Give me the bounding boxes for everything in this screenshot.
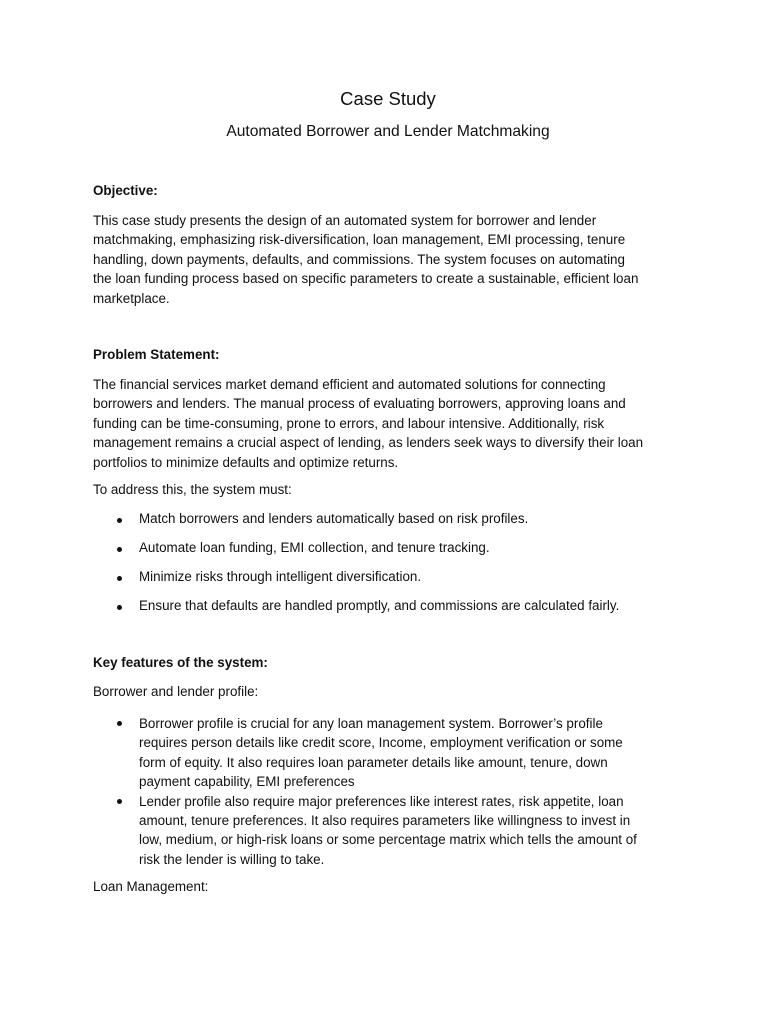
problem-paragraph [93,375,643,472]
list-item [93,511,693,540]
problem-line: portfolios to minimize defaults and optimize returns. [93,454,399,470]
objective-line: the loan funding process based on specific parameters to create a sustainable, efficient loan [93,271,639,287]
list-item [93,714,693,792]
document-title: Case Study [340,88,436,109]
bullet-icon [117,799,122,804]
list-item [93,792,693,870]
objective-heading: Objective: [93,183,158,198]
problem-intro: To address this, the system must: [93,482,292,497]
list-item-line: risk the lender is willing to take. [139,851,325,867]
document-subtitle: Automated Borrower and Lender Matchmaking [226,123,550,140]
problem-line: borrowers and lenders. The manual process of evaluating borrowers, approving loans and [93,396,626,412]
objective-line: matchmaking, emphasizing risk-diversification, loan management, EMI processing, tenure [93,232,626,248]
problem-line: management remains a crucial aspect of lending, as lenders seek ways to diversify their loan [93,435,644,451]
list-item-line: amount, tenure preferences. It also requires parameters like willingness to invest in [139,813,631,829]
list-item-line: Lender profile also require major preferences like interest rates, risk appetite, loan [139,793,624,809]
profile-list [93,714,693,869]
bullet-icon [117,605,122,610]
list-item-text: Minimize risks through intelligent diversification. [139,569,422,584]
list-item [93,569,693,598]
bullet-icon [117,518,122,523]
list-item-text: Automate loan funding, EMI collection, and tenure tracking. [139,540,490,555]
list-item-line: requires person details like credit score, Income, employment verification or some [139,735,623,751]
list-item-text: Match borrowers and lenders automatically based on risk profiles. [139,511,529,526]
objective-paragraph [93,211,638,308]
bullet-icon [117,721,122,726]
list-item [93,598,693,627]
list-item-line: form of equity. It also requires loan parameter details like amount, tenure, down [139,754,608,770]
list-item-text: Ensure that defaults are handled promptly, and commissions are calculated fairly. [139,598,620,613]
requirements-list [93,511,693,627]
profile-subheading: Borrower and lender profile: [93,684,259,699]
objective-line: This case study presents the design of an automated system for borrower and lender [93,213,597,228]
problem-heading: Problem Statement: [93,347,220,362]
bullet-icon [117,576,122,581]
objective-line: marketplace. [93,290,170,306]
problem-line: funding can be time-consuming, prone to errors, and labour intensive. Additionally, risk [93,415,605,431]
objective-line: handling, down payments, defaults, and commissions. The system focuses on automating [93,251,625,267]
loan-management-heading: Loan Management: [93,879,209,894]
list-item-line: low, medium, or high-risk loans or some percentage matrix which tells the amount of [139,832,637,848]
bullet-icon [117,547,122,552]
features-heading: Key features of the system: [93,655,268,670]
list-item [93,540,693,569]
list-item-line: payment capability, EMI preferences [139,774,355,790]
problem-line: The financial services market demand efficient and automated solutions for connecting [93,377,606,392]
list-item-line: Borrower profile is crucial for any loan management system. Borrower’s profile [139,716,603,731]
